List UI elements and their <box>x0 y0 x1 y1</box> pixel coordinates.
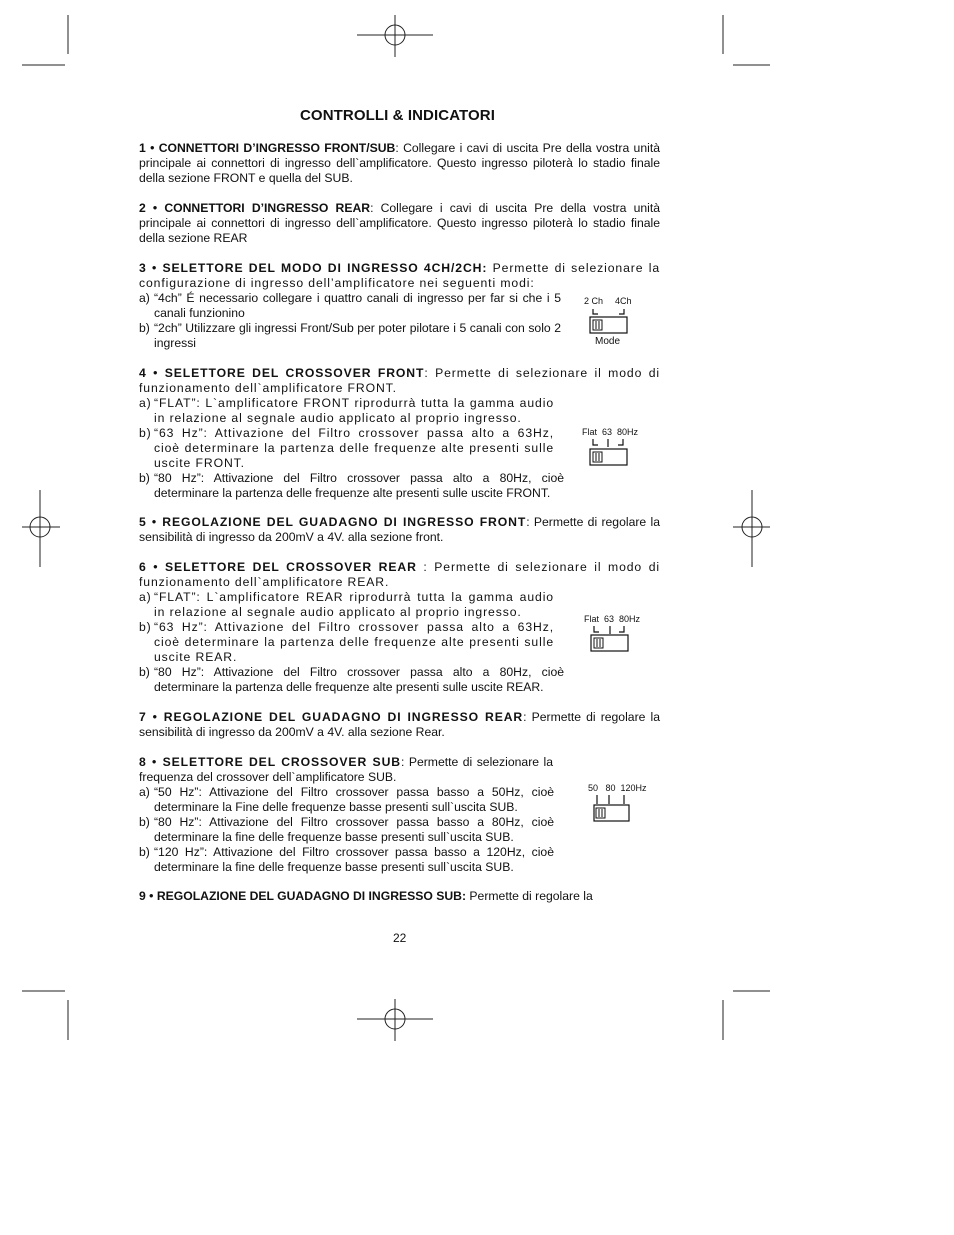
list-item <box>139 291 561 321</box>
rear-switch-labels: Flat 63 80Hz <box>584 614 641 624</box>
list-item <box>139 815 554 845</box>
item-text: “50 Hz”: Attivazione del Filtro crossover passa basso a 50Hz, cioè determinare la Fine delle frequenze basse presenti sull`uscita SUB. <box>154 785 554 814</box>
item-tag: b) <box>139 620 152 634</box>
item-text: “FLAT”: L`amplificatore REAR riprodurrà tutta la gamma audio in relazione al segnale audio applicato al proprio ingresso. <box>154 590 554 619</box>
switch-knob <box>593 320 602 330</box>
item-text: “80 Hz”: Attivazione del Filtro crossover passa alto a 80Hz, cioè determinare la partenza delle frequenze alte presenti sulle uscite FRONT. <box>154 471 564 500</box>
section-heading: 1 • CONNETTORI D’INGRESSO FRONT/SUB <box>139 141 396 155</box>
section-text: : Collegare i cavi di uscita Pre della vostra unità principale ai connettori di ingresso dell`amplificatore. Questo ingresso piloterà lo stadio finale della sezione REAR <box>139 201 661 245</box>
section-heading: 2 • CONNETTORI D’INGRESSO REAR <box>139 201 371 215</box>
item-text: “4ch” É necessario collegare i quattro canali di ingresso per far si che i 5 canali funzionino <box>154 291 561 320</box>
sub-crossover-switch-diagram <box>586 781 652 825</box>
registration-mark-bottom <box>357 999 433 1041</box>
item-tag: b) <box>139 426 152 440</box>
section-heading: 4 • SELETTORE DEL CROSSOVER FRONT <box>139 366 425 380</box>
section-text: : Permette di selezionare il modo di funzionamento dell`amplificatore FRONT. <box>139 366 660 395</box>
switch-knob <box>596 808 605 818</box>
list-item <box>139 321 561 351</box>
section-text: : Permette di regolare la sensibilità di ingresso da 200mV a 4V. alla sezione front. <box>139 515 660 544</box>
section-text: : Collegare i cavi di uscita Pre della vostra unità principale ai connettori di ingresso dell`amplificatore. Questo ingresso piloterà lo stadio finale della sezione FRONT e quella del SUB. <box>139 141 660 185</box>
section-rear-input <box>139 201 660 246</box>
section-heading: 6 • SELETTORE DEL CROSSOVER REAR <box>139 560 417 574</box>
mode-switch-label-4ch: 4Ch <box>615 296 632 306</box>
section-front-crossover-selector <box>139 366 660 396</box>
item-tag: b) <box>139 845 150 859</box>
item-text: “63 Hz”: Attivazione del Filtro crossover passa alto a 63Hz, cioè determinare la partenza delle frequenze alte presenti sulle uscite REAR. <box>154 620 554 664</box>
item-text: “80 Hz”: Attivazione del Filtro crossover passa basso a 80Hz, cioè determinare la fine delle frequenze basse presenti sull`uscita SUB. <box>154 815 554 844</box>
section-text: : Permette di regolare la sensibilità di ingresso da 200mV a 4V. alla sezione Rear. <box>139 710 660 739</box>
list-item <box>139 590 554 620</box>
item-text: “80 Hz”: Attivazione del Filtro crossover passa alto a 80Hz, cioè determinare la partenza delle frequenze alte presenti sulle uscite REAR. <box>154 665 564 694</box>
section-sub-crossover-items <box>139 785 660 875</box>
page-title: CONTROLLI & INDICATORI <box>300 107 495 124</box>
sub-switch-labels: 50 80 120Hz <box>588 783 647 793</box>
page-number: 22 <box>393 931 407 945</box>
registration-mark-right <box>733 490 770 567</box>
front-switch-labels: Flat 63 80Hz <box>582 427 639 437</box>
list-item <box>139 471 564 501</box>
item-tag: b) <box>139 815 150 829</box>
section-heading: 7 • REGOLAZIONE DEL GUADAGNO DI INGRESSO REAR <box>139 710 524 724</box>
registration-mark-left <box>22 490 60 567</box>
list-item <box>139 426 554 471</box>
section-sub-gain <box>139 889 660 904</box>
list-item <box>139 396 554 426</box>
item-text: “FLAT”: L`amplificatore FRONT riprodurrà tutta la gamma audio in relazione al segnale audio applicato al proprio ingresso. <box>154 396 554 425</box>
item-tag: a) <box>139 590 152 604</box>
section-front-gain <box>139 515 660 545</box>
section-sub-crossover-selector <box>139 755 553 785</box>
section-text: Permette di regolare la <box>466 889 593 903</box>
mode-switch-diagram <box>580 294 636 348</box>
item-tag: b) <box>139 321 150 335</box>
switch-knob <box>594 638 603 648</box>
section-input-mode-selector <box>139 261 660 291</box>
section-heading: 3 • SELETTORE DEL MODO DI INGRESSO 4CH/2CH: <box>139 261 488 275</box>
section-front-sub-input <box>139 141 660 186</box>
section-rear-crossover-selector <box>139 560 660 590</box>
item-tag: b) <box>139 471 150 485</box>
item-text: “120 Hz”: Attivazione del Filtro crossover passa basso a 120Hz, cioè determinare la fine delle frequenze basse presenti sull`uscita SUB. <box>154 845 554 874</box>
mode-switch-label-2ch: 2 Ch <box>584 296 604 306</box>
mode-switch-caption: Mode <box>595 336 621 347</box>
section-heading: 5 • REGOLAZIONE DEL GUADAGNO DI INGRESSO FRONT <box>139 515 527 529</box>
item-tag: a) <box>139 785 150 799</box>
rear-crossover-switch-diagram <box>582 612 644 656</box>
list-item <box>139 620 554 665</box>
item-text: “63 Hz”: Attivazione del Filtro crossover passa alto a 63Hz, cioè determinare la partenza delle frequenze alte presenti sulle uscite FRONT. <box>154 426 554 470</box>
list-item <box>139 845 554 875</box>
item-tag: b) <box>139 665 150 679</box>
switch-knob <box>593 452 602 462</box>
section-text: : Permette di selezionare il modo di funzionamento dell`amplificatore REAR. <box>139 560 660 589</box>
section-heading: 8 • SELETTORE DEL CROSSOVER SUB <box>139 755 401 769</box>
section-text: : Permette di selezionare la frequenza del crossover dell`amplificatore SUB. <box>139 755 553 784</box>
item-text: “2ch” Utilizzare gli ingressi Front/Sub per poter pilotare i 5 canali con solo 2 ingressi <box>154 321 561 350</box>
section-heading: 9 • REGOLAZIONE DEL GUADAGNO DI INGRESSO SUB: <box>139 889 467 903</box>
section-text: Permette di selezionare la configurazione di ingresso dell’amplificatore nei seguenti modi: <box>139 261 661 290</box>
section-rear-gain <box>139 710 660 740</box>
registration-mark-top <box>357 15 433 57</box>
list-item <box>139 665 564 695</box>
list-item <box>139 785 554 815</box>
item-tag: a) <box>139 291 150 305</box>
item-tag: a) <box>139 396 152 410</box>
front-crossover-switch-diagram <box>580 425 642 469</box>
